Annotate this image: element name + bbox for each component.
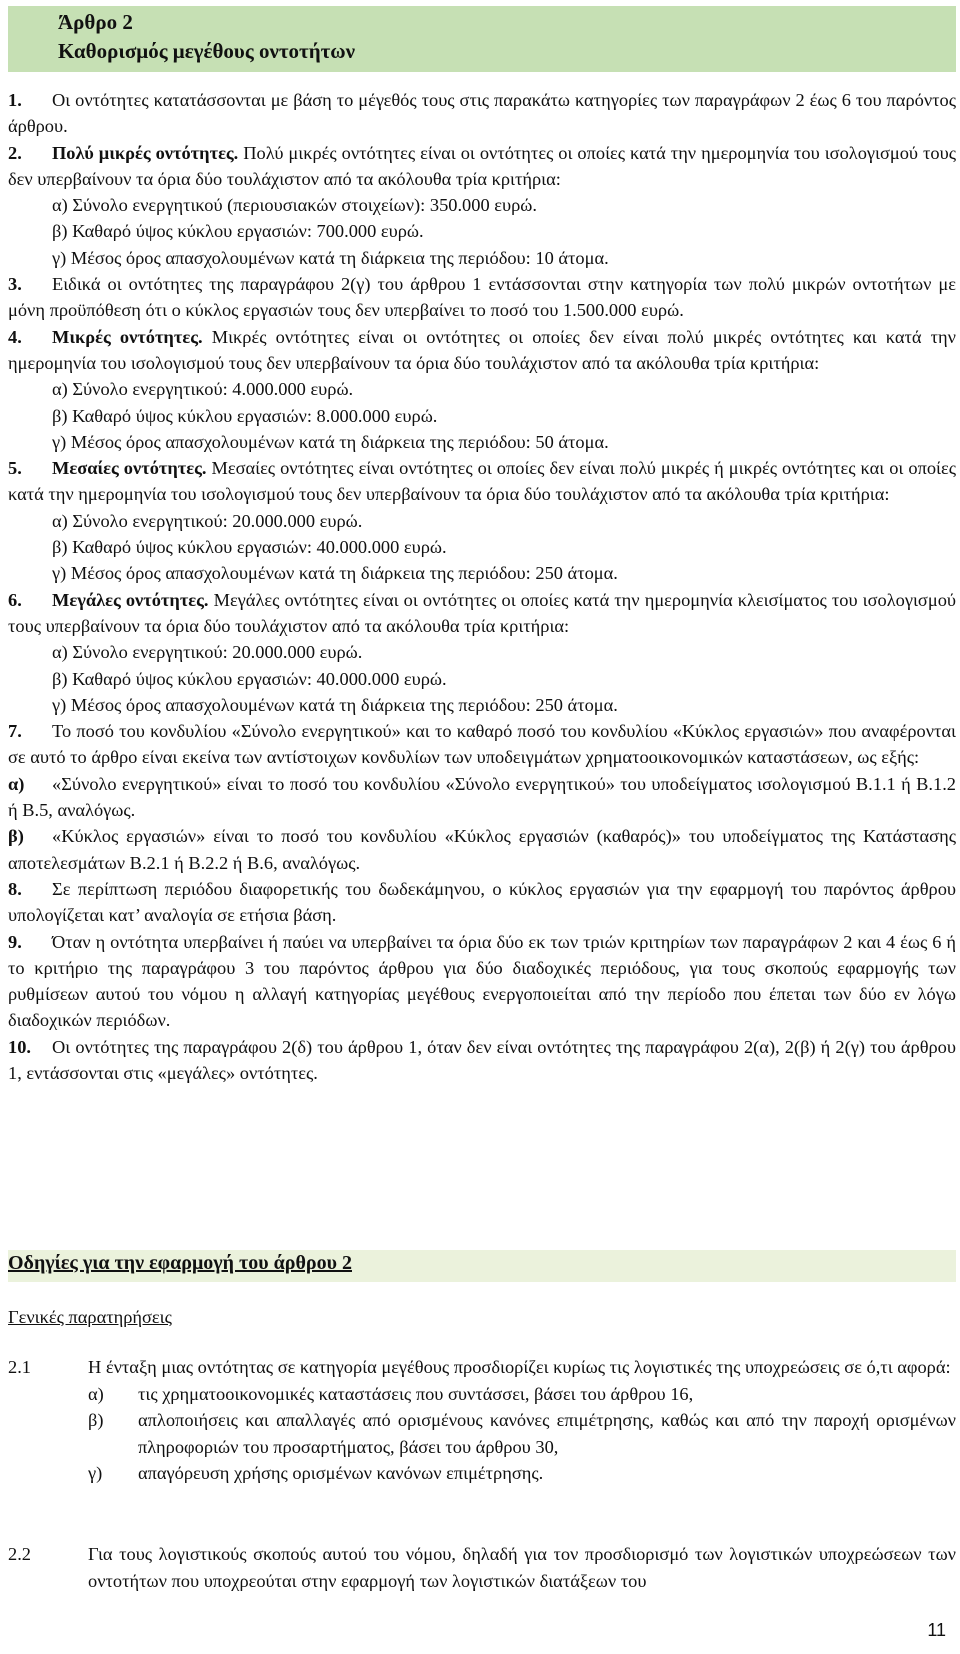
paragraph-5: 5. Μεσαίες οντότητες. Μεσαίες οντότητες είναι οντότητες οι οποίες δεν είναι πολύ μικρές ή μικρές οντότητες και οι οποίες κατά την ημερομηνία του ισολογισμού τους δεν υπερβαίνουν τα όρια δύο τουλάχιστον από τα ακόλουθα τρία κριτήρια: — [8, 458, 957, 505]
criterion: γ) Μέσος όρος απασχολουμένων κατά τη διάρκεια της περιόδου: 10 άτομα. — [52, 247, 609, 268]
section-2-1 — [8, 1354, 956, 1487]
article-number: Άρθρο 2 — [58, 10, 133, 34]
article-title: Καθορισμός μεγέθους οντοτήτων — [58, 39, 356, 63]
section-number: 2.2 — [8, 1544, 31, 1564]
criterion: γ) Μέσος όρος απασχολουμένων κατά τη διάρκεια της περιόδου: 50 άτομα. — [52, 431, 609, 452]
guide-title: Οδηγίες για την εφαρμογή του άρθρου 2 — [8, 1252, 352, 1274]
paragraph-2: 2. Πολύ μικρές οντότητες. Πολύ μικρές οντότητες είναι οι οντότητες οι οποίες κατά την ημερομηνία του ισολογισμού τους δεν υπερβαίνουν τα όρια δύο τουλάχιστον από τα ακόλουθα τρία κριτήρια: — [8, 142, 956, 189]
criterion: γ) Μέσος όρος απασχολουμένων κατά τη διάρκεια της περιόδου: 250 άτομα. — [52, 694, 618, 715]
article-body — [8, 87, 956, 1086]
criterion: γ) Μέσος όρος απασχολουμένων κατά τη διάρκεια της περιόδου: 250 άτομα. — [52, 563, 618, 584]
criterion: β) Καθαρό ύψος κύκλου εργασιών: 40.000.000 ευρώ. — [52, 668, 447, 689]
section-number: 2.1 — [8, 1357, 31, 1377]
section-2-2 — [8, 1541, 956, 1594]
criterion: α) Σύνολο ενεργητικού: 20.000.000 ευρώ. — [52, 642, 363, 663]
criterion: α) Σύνολο ενεργητικού: 20.000.000 ευρώ. — [52, 510, 363, 531]
criterion: α) Σύνολο ενεργητικού (περιουσιακών στοιχείων): 350.000 ευρώ. — [52, 195, 537, 216]
general-remarks-heading: Γενικές παρατηρήσεις — [8, 1307, 172, 1327]
paragraph-7-item-a: α) «Σύνολο ενεργητικού» είναι το ποσό του κονδυλίου «Σύνολο ενεργητικού» του υποδείγματος ισολογισμού Β.1.1 ή Β.1.2 ή Β.5, αναλόγως. — [8, 773, 956, 821]
criterion: β) Καθαρό ύψος κύκλου εργασιών: 700.000 ευρώ. — [52, 221, 424, 242]
paragraph-3: 3. Ειδικά οι οντότητες της παραγράφου 2(γ) του άρθρου 1 εντάσσονται στην κατηγορία των πολύ μικρών οντοτήτων με μόνη προϋπόθεση ότι ο κύκλος εργασιών τους δεν υπερβαίνει το ποσό του 1.500.000 ευρώ. — [8, 274, 956, 321]
criterion: β) Καθαρό ύψος κύκλου εργασιών: 8.000.000 ευρώ. — [52, 405, 438, 426]
paragraph-9: 9. Όταν η οντότητα υπερβαίνει ή παύει να υπερβαίνει τα όρια δύο εκ των τριών κριτηρίων των παραγράφων 2 και 4 έως 6 ή το κριτήριο της παραγράφου 3 του παρόντος άρθρου για δύο διαδοχικές περιόδους, για τους σκοπούς εφαρμογής των ρυθμίσεων αυτού του νόμου η αλλαγή κατηγορίας μεγέθους ενεργοποιείται από την περίοδο που έπεται των δύο εν λόγω διαδοχικών περιόδων. — [8, 931, 956, 1031]
section-text: Η ένταξη μιας οντότητας σε κατηγορία μεγέθους προσδιορίζει κυρίως τις λογιστικές της υποχρεώσεις σε ό,τι αφορά: — [88, 1357, 951, 1377]
list-item: γ) απαγόρευση χρήσης ορισμένων κανόνων επιμέτρησης. — [88, 1463, 544, 1483]
list-item: α) τις χρηματοοικονομικές καταστάσεις που συντάσσει, βάσει του άρθρου 16, — [88, 1383, 694, 1404]
paragraph-7: 7. Το ποσό του κονδυλίου «Σύνολο ενεργητικού» και το καθαρό ποσό του κονδυλίου «Κύκλος εργασιών» που αναφέρονται σε αυτό το άρθρο είναι εκείνα των αντίστοιχων κονδυλίων των υποδειγμάτων χρηματοοικονομικών καταστάσεων, ως εξής: — [8, 721, 956, 768]
section-text: Για τους λογιστικούς σκοπούς αυτού του νόμου, δηλαδή για τον προσδιορισμό των λογιστικών υποχρεώσεων των οντοτήτων που υποχρεούται στην εφαρμογή των λογιστικών διατάξεων του — [88, 1544, 956, 1591]
paragraph-4: 4. Μικρές οντότητες. Μικρές οντότητες είναι οι οντότητες οι οποίες δεν είναι πολύ μικρές οντότητες και κατά την ημερομηνία του ισολογισμού τους δεν υπερβαίνουν τα όρια δύο τουλάχιστον από τα ακόλουθα τρία κριτήρια: — [8, 326, 956, 373]
article-header — [8, 6, 956, 72]
paragraph-7-item-b: β) «Κύκλος εργασιών» είναι το ποσό του κονδυλίου «Κύκλος εργασιών (καθαρός)» του υποδείγματος της Κατάστασης αποτελεσμάτων Β.2.1 ή Β.2.2 ή Β.6, αναλόγως. — [8, 826, 956, 873]
paragraph-10: 10. Οι οντότητες της παραγράφου 2(δ) του άρθρου 1, όταν δεν είναι οντότητες της παραγράφου 2(α), 2(β) ή 2(γ) του άρθρου 1, εντάσσονται στις «μεγάλες» οντότητες. — [8, 1036, 956, 1083]
criterion: α) Σύνολο ενεργητικού: 4.000.000 ευρώ. — [52, 379, 354, 400]
list-item: β) απλοποιήσεις και απαλλαγές από ορισμένους κανόνες επιμέτρησης, καθώς και από την παροχή ορισμένων πληροφοριών του προσαρτήματος, βάσει του άρθρου 30, — [88, 1410, 956, 1457]
criterion: β) Καθαρό ύψος κύκλου εργασιών: 40.000.000 ευρώ. — [52, 537, 447, 558]
paragraph-6: 6. Μεγάλες οντότητες. Μεγάλες οντότητες είναι οι οντότητες οι οποίες κατά την ημερομηνία κλεισίματος του ισολογισμού τους υπερβαίνουν τα όρια δύο τουλάχιστον από τα ακόλουθα τρία κριτήρια: — [8, 589, 956, 636]
page-number: 11 — [927, 1620, 946, 1640]
paragraph-8: 8. Σε περίπτωση περιόδου διαφορετικής του δωδεκάμηνου, ο κύκλος εργασιών για την εφαρμογή του παρόντος άρθρου υπολογίζεται κατ’ αναλογία σε ετήσια βάση. — [8, 878, 956, 926]
paragraph-1: 1. Οι οντότητες κατατάσσονται με βάση το μέγεθός τους στις παρακάτω κατηγορίες των παραγράφων 2 έως 6 του παρόντος άρθρου. — [8, 90, 956, 137]
